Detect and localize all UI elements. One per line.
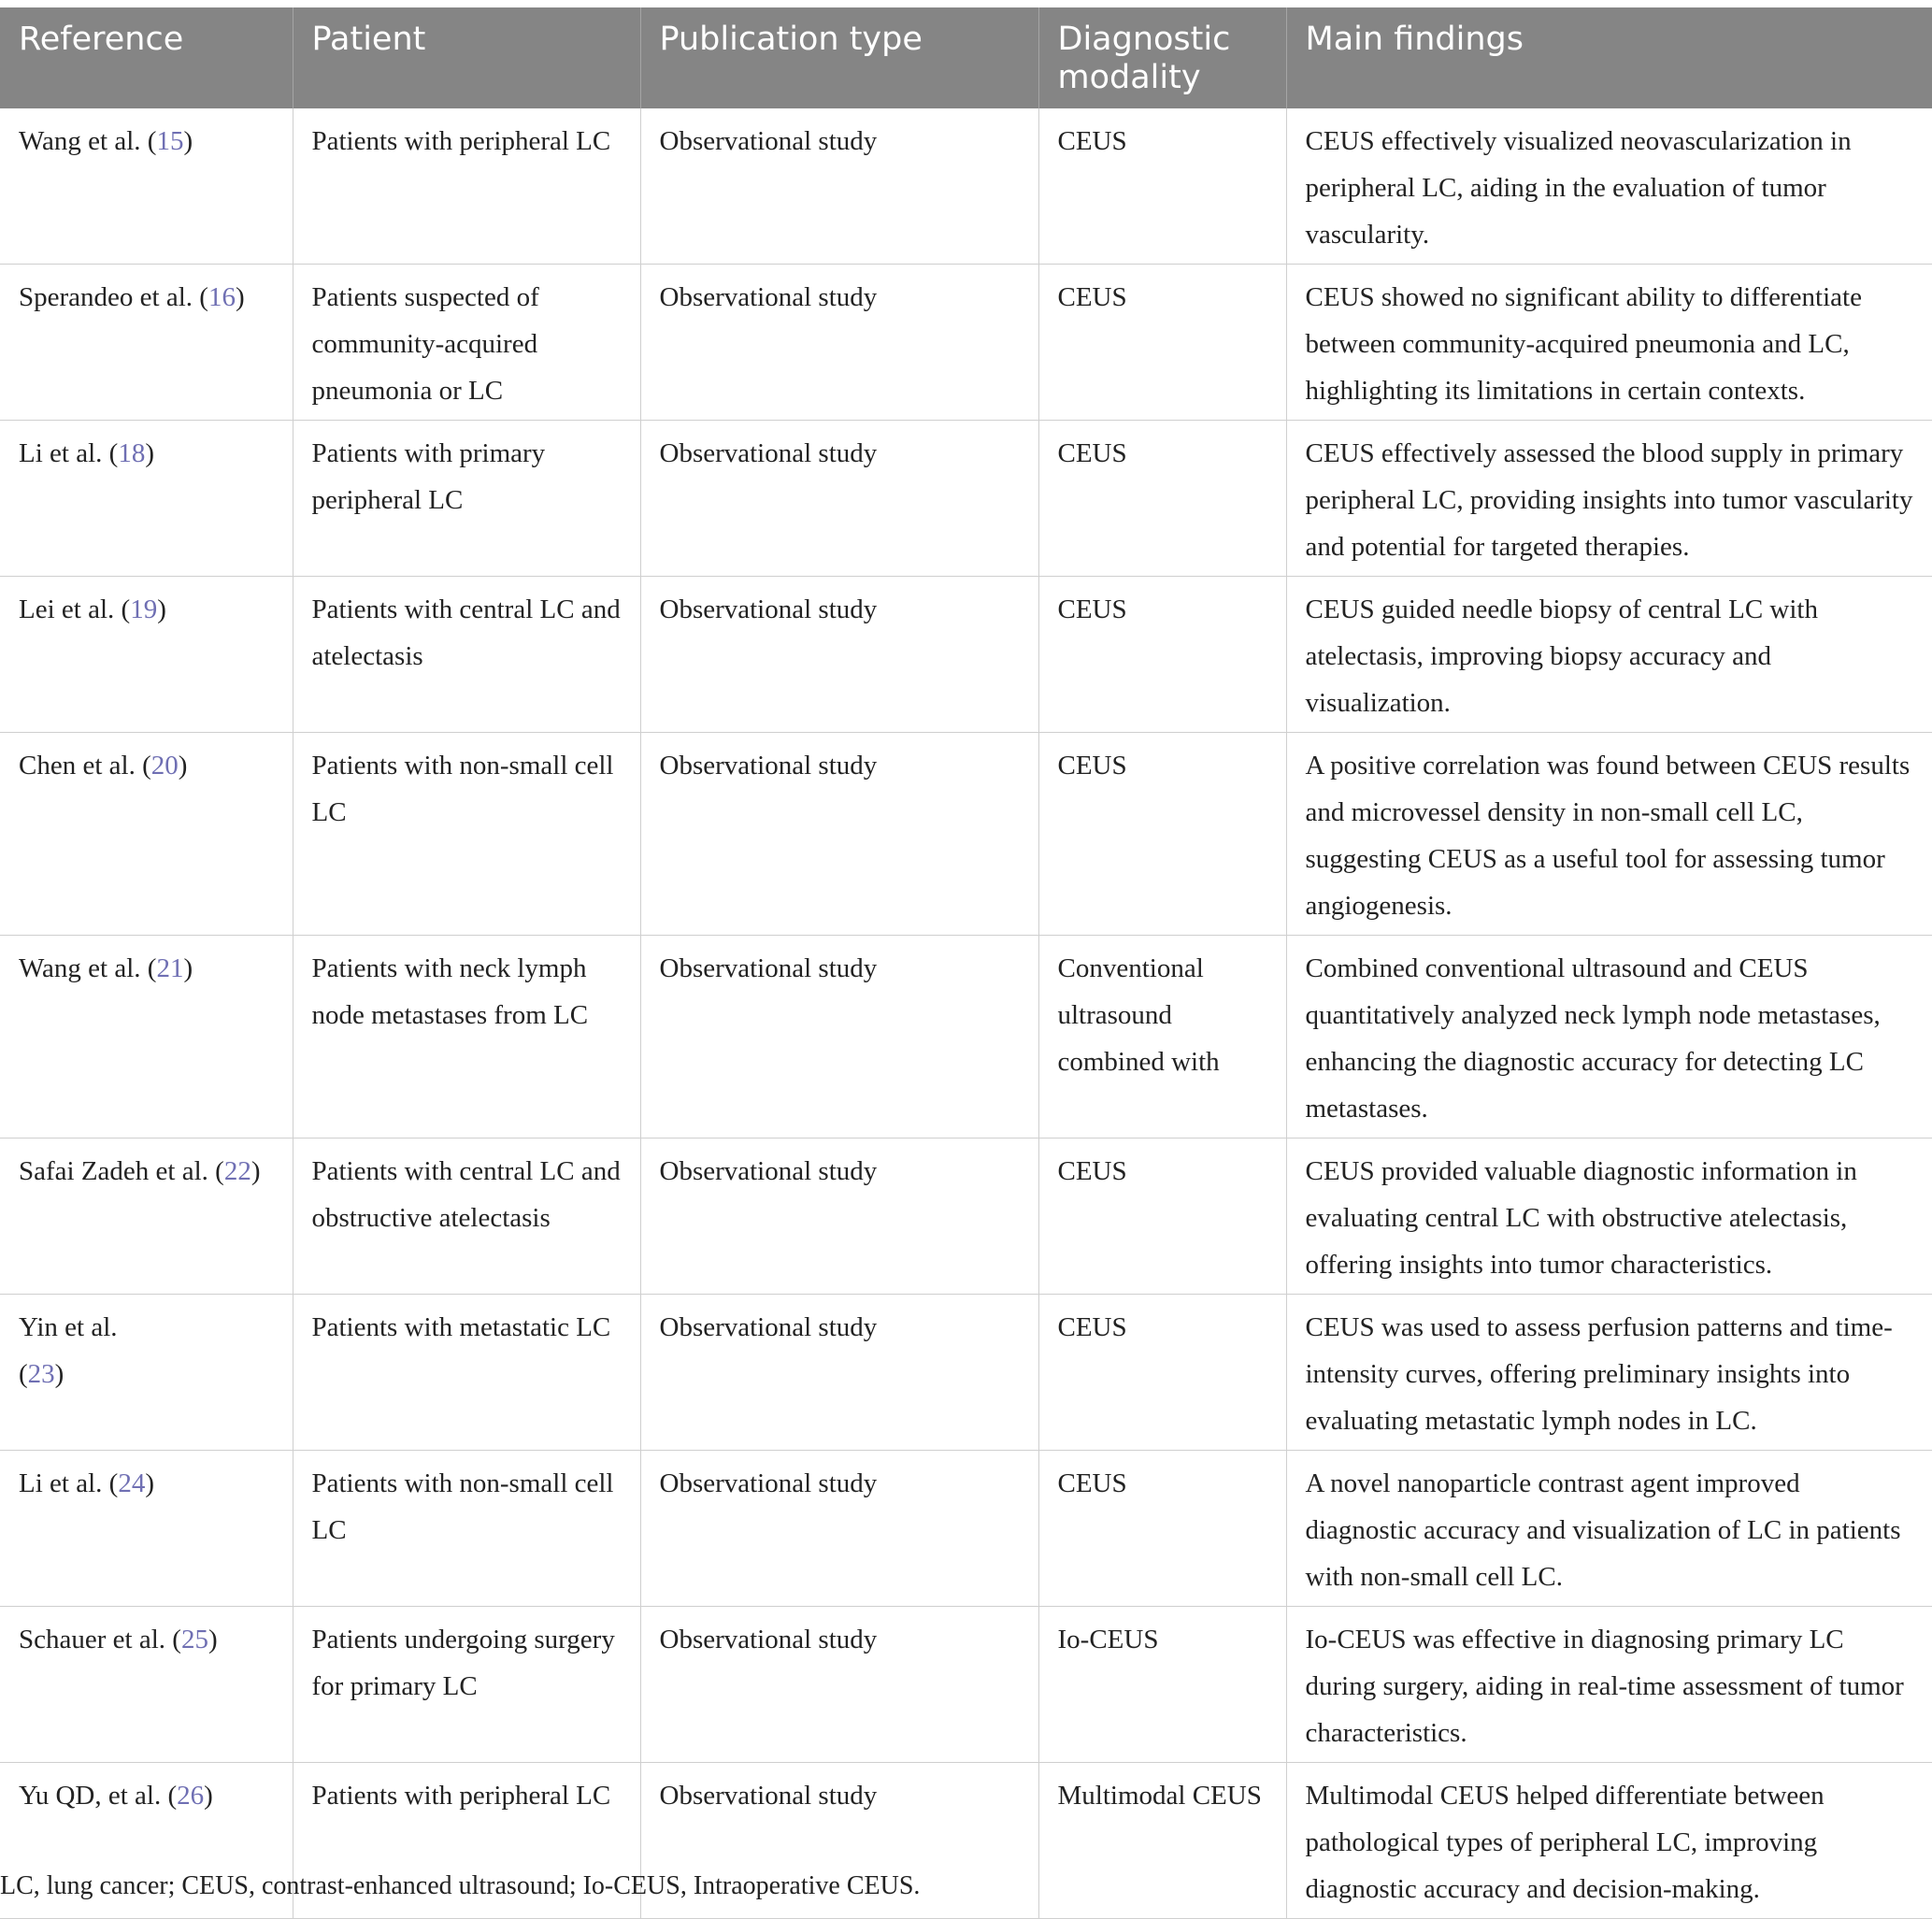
table-row	[0, 733, 1932, 936]
cell-patient: Patients with central LC and obstructive atelectasis	[293, 1139, 640, 1295]
reference-citation-link[interactable]: 20	[150, 751, 179, 780]
reference-author: Schauer et al.	[19, 1625, 166, 1654]
reference-citation-link[interactable]: 15	[156, 126, 184, 156]
cell-diagnostic-modality: CEUS	[1038, 421, 1286, 577]
cell-diagnostic-modality: CEUS	[1038, 1295, 1286, 1451]
cell-reference: Wang et al. (21)	[0, 936, 293, 1139]
cell-diagnostic-modality: CEUS	[1038, 733, 1286, 936]
cell-diagnostic-modality: Conventional ultrasound combined with	[1038, 936, 1286, 1139]
cell-diagnostic-modality: CEUS	[1038, 1139, 1286, 1295]
cell-reference: Li et al. (24)	[0, 1451, 293, 1607]
cell-patient: Patients suspected of community-acquired pneumonia or LC	[293, 265, 640, 421]
reference-citation-link[interactable]: 21	[156, 953, 184, 983]
header-row	[0, 7, 1932, 108]
cell-reference: Yu QD, et al. (26)	[0, 1763, 293, 1919]
reference-citation-link[interactable]: 23	[27, 1359, 55, 1389]
cell-reference: Schauer et al. (25)	[0, 1607, 293, 1763]
cell-main-findings: A novel nanoparticle contrast agent improved diagnostic accuracy and visualization of LC in patients with non-small cell LC.	[1286, 1451, 1932, 1607]
studies-table	[0, 7, 1932, 1919]
reference-author: Yin et al.	[19, 1312, 118, 1342]
cell-main-findings: Multimodal CEUS helped differentiate between pathological types of peripheral LC, improving diagnostic accuracy and decision-making.	[1286, 1763, 1932, 1919]
reference-author: Chen et al.	[19, 751, 136, 780]
reference-author: Li et al.	[19, 1468, 103, 1498]
cell-publication-type: Observational study	[640, 1139, 1038, 1295]
cell-main-findings: CEUS showed no significant ability to differentiate between community-acquired pneumonia and LC, highlighting its limitations in certain contexts.	[1286, 265, 1932, 421]
reference-citation-link[interactable]: 24	[118, 1468, 146, 1498]
table-row	[0, 1295, 1932, 1451]
header-publication-type: Publication type	[640, 7, 1038, 108]
header-diagnostic-modality: Diagnostic modality	[1038, 7, 1286, 108]
cell-reference: Chen et al. (20)	[0, 733, 293, 936]
cell-publication-type: Observational study	[640, 421, 1038, 577]
cell-patient: Patients with peripheral LC	[293, 1763, 640, 1919]
header-patient: Patient	[293, 7, 640, 108]
cell-main-findings: A positive correlation was found between CEUS results and microvessel density in non-small cell LC, suggesting CEUS as a useful tool for assessing tumor angiogenesis.	[1286, 733, 1932, 936]
cell-diagnostic-modality: Io-CEUS	[1038, 1607, 1286, 1763]
reference-author: Li et al.	[19, 438, 103, 468]
table-footnote: LC, lung cancer; CEUS, contrast-enhanced ultrasound; Io-CEUS, Intraoperative CEUS.	[0, 1871, 921, 1900]
header-reference: Reference	[0, 7, 293, 108]
cell-main-findings: Combined conventional ultrasound and CEUS quantitatively analyzed neck lymph node metastases, enhancing the diagnostic accuracy for detecting LC metastases.	[1286, 936, 1932, 1139]
cell-main-findings: CEUS provided valuable diagnostic information in evaluating central LC with obstructive atelectasis, offering insights into tumor characteristics.	[1286, 1139, 1932, 1295]
table-row	[0, 577, 1932, 733]
cell-diagnostic-modality: CEUS	[1038, 1451, 1286, 1607]
reference-citation-link[interactable]: 26	[177, 1781, 205, 1811]
cell-patient: Patients with primary peripheral LC	[293, 421, 640, 577]
cell-publication-type: Observational study	[640, 1607, 1038, 1763]
reference-citation-link[interactable]: 19	[130, 594, 158, 624]
cell-diagnostic-modality: CEUS	[1038, 577, 1286, 733]
cell-patient: Patients with non-small cell LC	[293, 1451, 640, 1607]
table-row	[0, 421, 1932, 577]
cell-publication-type: Observational study	[640, 1451, 1038, 1607]
header-main-findings: Main findings	[1286, 7, 1932, 108]
cell-main-findings: CEUS effectively visualized neovascularization in peripheral LC, aiding in the evaluation of tumor vascularity.	[1286, 108, 1932, 265]
cell-reference: Safai Zadeh et al. (22)	[0, 1139, 293, 1295]
reference-citation-link[interactable]: 16	[208, 282, 236, 312]
reference-author: Wang et al.	[19, 953, 141, 983]
cell-reference: Sperandeo et al. (16)	[0, 265, 293, 421]
table-body	[0, 108, 1932, 1919]
table-row	[0, 936, 1932, 1139]
cell-publication-type: Observational study	[640, 733, 1038, 936]
reference-author: Safai Zadeh et al.	[19, 1156, 208, 1186]
cell-patient: Patients with metastatic LC	[293, 1295, 640, 1451]
cell-reference: Lei et al. (19)	[0, 577, 293, 733]
reference-citation-link[interactable]: 18	[118, 438, 146, 468]
cell-diagnostic-modality: CEUS	[1038, 265, 1286, 421]
reference-citation-link[interactable]: 25	[180, 1625, 208, 1654]
table-row	[0, 1607, 1932, 1763]
reference-author: Wang et al.	[19, 126, 141, 156]
table-row	[0, 265, 1932, 421]
reference-author: Yu QD, et al.	[19, 1781, 162, 1811]
cell-reference: Wang et al. (15)	[0, 108, 293, 265]
cell-main-findings: CEUS was used to assess perfusion patterns and time-intensity curves, offering preliminary insights into evaluating metastatic lymph nodes in LC.	[1286, 1295, 1932, 1451]
cell-diagnostic-modality: Multimodal CEUS	[1038, 1763, 1286, 1919]
cell-patient: Patients undergoing surgery for primary LC	[293, 1607, 640, 1763]
reference-author: Sperandeo et al.	[19, 282, 193, 312]
cell-patient: Patients with peripheral LC	[293, 108, 640, 265]
cell-publication-type: Observational study	[640, 265, 1038, 421]
cell-main-findings: CEUS effectively assessed the blood supply in primary peripheral LC, providing insights into tumor vascularity and potential for targeted therapies.	[1286, 421, 1932, 577]
table-row	[0, 1139, 1932, 1295]
cell-publication-type: Observational study	[640, 1763, 1038, 1919]
cell-patient: Patients with central LC and atelectasis	[293, 577, 640, 733]
table-row	[0, 1451, 1932, 1607]
cell-patient: Patients with non-small cell LC	[293, 733, 640, 936]
reference-citation-link[interactable]: 22	[223, 1156, 251, 1186]
cell-main-findings: Io-CEUS was effective in diagnosing primary LC during surgery, aiding in real-time assessment of tumor characteristics.	[1286, 1607, 1932, 1763]
cell-reference: Li et al. (18)	[0, 421, 293, 577]
reference-author: Lei et al.	[19, 594, 115, 624]
cell-patient: Patients with neck lymph node metastases from LC	[293, 936, 640, 1139]
cell-publication-type: Observational study	[640, 577, 1038, 733]
cell-diagnostic-modality: CEUS	[1038, 108, 1286, 265]
cell-reference: Yin et al. (23)	[0, 1295, 293, 1451]
cell-main-findings: CEUS guided needle biopsy of central LC with atelectasis, improving biopsy accuracy and visualization.	[1286, 577, 1932, 733]
table-header	[0, 7, 1932, 108]
table-row	[0, 108, 1932, 265]
cell-publication-type: Observational study	[640, 936, 1038, 1139]
cell-publication-type: Observational study	[640, 1295, 1038, 1451]
cell-publication-type: Observational study	[640, 108, 1038, 265]
